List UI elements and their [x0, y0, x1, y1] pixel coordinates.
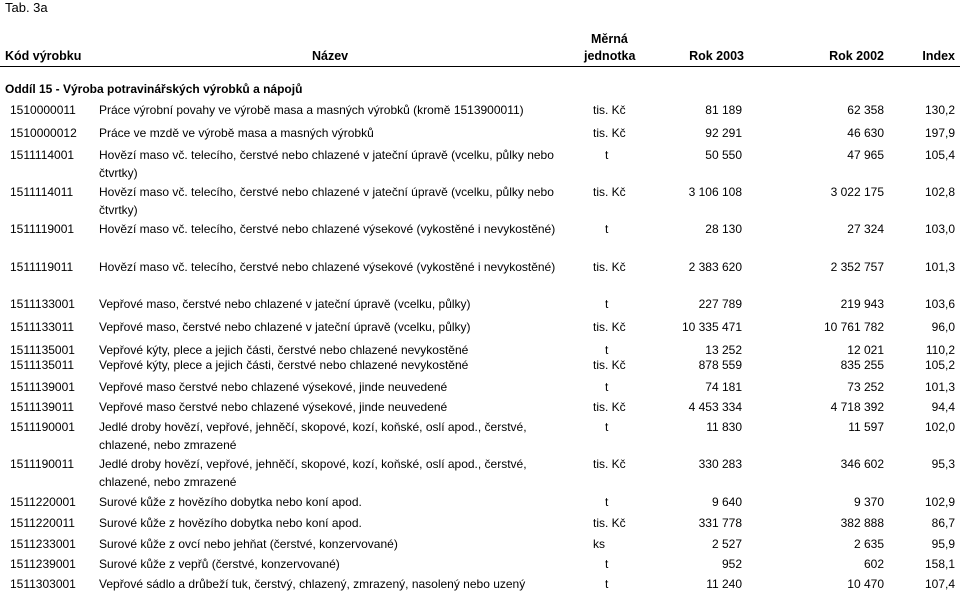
row-year-2003: 50 550	[705, 148, 742, 162]
row-index: 197,9	[924, 126, 955, 140]
row-year-2002: 9 370	[853, 495, 884, 509]
row-unit: tis. Kč	[593, 358, 626, 372]
table-title: Tab. 3a	[5, 0, 48, 15]
row-year-2002: 4 718 392	[830, 400, 884, 414]
row-unit: t	[605, 343, 609, 357]
row-name: Práce výrobní povahy ve výrobě masa a masných výrobků (kromě 1513900011)	[99, 103, 524, 117]
row-year-2002: 219 943	[840, 297, 884, 311]
row-code: 1511190011	[10, 457, 75, 471]
row-year-2003: 4 453 334	[688, 400, 742, 414]
row-year-2002: 382 888	[840, 516, 884, 530]
row-year-2002: 2 352 757	[830, 260, 884, 274]
row-code: 1511119001	[10, 222, 75, 236]
section-title: Oddíl 15 - Výroba potravinářských výrobků a nápojů	[5, 82, 303, 96]
row-name: Práce ve mzdě ve výrobě masa a masných výrobků	[99, 126, 374, 140]
row-year-2002: 10 470	[847, 577, 884, 591]
row-index: 95,9	[931, 537, 955, 551]
row-index: 86,7	[931, 516, 955, 530]
row-code: 1511133001	[10, 297, 75, 311]
row-year-2003: 10 335 471	[681, 320, 742, 334]
row-unit: t	[605, 577, 609, 591]
row-code: 1511233001	[10, 537, 76, 551]
row-unit: tis. Kč	[593, 320, 626, 334]
row-name: Surové kůže z ovcí nebo jehňat (čerstvé, konzervované)	[99, 537, 398, 551]
row-year-2003: 11 830	[706, 420, 742, 434]
row-name: Jedlé droby hovězí, vepřové, jehněčí, skopové, kozí, koňské, oslí apod., čerstvé, chlazené, nebo zmrazené	[99, 457, 527, 489]
row-code: 1511119011	[10, 260, 74, 274]
row-name: Surové kůže z hovězího dobytka nebo koní apod.	[99, 516, 362, 530]
row-name: Vepřové maso, čerstvé nebo chlazené v jateční úpravě (vcelku, půlky)	[99, 320, 471, 334]
row-year-2003: 9 640	[711, 495, 742, 509]
row-index: 103,6	[924, 297, 955, 311]
row-index: 102,9	[924, 495, 955, 509]
row-year-2002: 11 597	[848, 420, 884, 434]
row-year-2002: 10 761 782	[823, 320, 884, 334]
row-code: 1511303001	[10, 577, 76, 591]
row-year-2002: 3 022 175	[830, 185, 884, 199]
header-name: Název	[312, 49, 349, 63]
row-year-2002: 346 602	[840, 457, 884, 471]
row-code: 1511239001	[10, 557, 76, 571]
row-year-2003: 3 106 108	[688, 185, 742, 199]
row-index: 101,3	[924, 380, 955, 394]
header-year-2003: Rok 2003	[689, 49, 744, 63]
row-code: 1511139001	[10, 380, 75, 394]
row-unit: tis. Kč	[593, 185, 626, 199]
row-unit: tis. Kč	[593, 103, 626, 117]
row-year-2003: 92 291	[705, 126, 742, 140]
row-code: 1511220011	[10, 516, 75, 530]
row-code: 1511114011	[10, 185, 74, 199]
row-name: Hovězí maso vč. telecího, čerstvé nebo chlazené v jateční úpravě (vcelku, půlky nebo čtvrtky)	[99, 185, 554, 217]
row-name: Hovězí maso vč. telecího, čerstvé nebo chlazené v jateční úpravě (vcelku, půlky nebo čtvrtky)	[99, 148, 554, 180]
row-unit: tis. Kč	[593, 126, 626, 140]
row-year-2003: 11 240	[706, 577, 742, 591]
row-unit: t	[605, 420, 609, 434]
row-name: Hovězí maso vč. telecího, čerstvé nebo chlazené výsekové (vykostěné i nevykostěné)	[99, 260, 556, 274]
row-year-2003: 2 383 620	[688, 260, 742, 274]
row-name: Surové kůže z vepřů (čerstvé, konzervované)	[99, 557, 340, 571]
row-year-2003: 28 130	[705, 222, 742, 236]
row-code: 1511135001	[10, 343, 75, 357]
row-year-2002: 602	[863, 557, 884, 571]
row-name: Vepřové maso čerstvé nebo chlazené výsekové, jinde neuvedené	[99, 380, 448, 394]
row-year-2003: 952	[721, 557, 742, 571]
row-unit: tis. Kč	[593, 400, 626, 414]
row-unit: t	[605, 297, 609, 311]
row-code: 1511139011	[10, 400, 75, 414]
row-year-2003: 330 283	[698, 457, 742, 471]
header-index: Index	[922, 49, 955, 63]
row-unit: t	[605, 495, 609, 509]
row-unit: tis. Kč	[593, 260, 626, 274]
row-code: 1511114001	[10, 148, 75, 162]
row-index: 158,1	[924, 557, 955, 571]
row-index: 101,3	[924, 260, 955, 274]
row-code: 1510000012	[10, 126, 77, 140]
row-year-2002: 27 324	[847, 222, 884, 236]
header-unit-line1: Měrná	[591, 32, 628, 46]
row-unit: ks	[593, 537, 605, 551]
row-name: Vepřové kýty, plece a jejich části, čerstvé nebo chlazené nevykostěné	[99, 343, 469, 357]
row-year-2003: 74 181	[705, 380, 742, 394]
row-code: 1510000011	[10, 103, 76, 117]
row-name: Vepřové kýty, plece a jejich části, čerstvé nebo chlazené nevykostěné	[99, 358, 469, 372]
row-year-2003: 878 559	[698, 358, 742, 372]
row-index: 102,8	[924, 185, 955, 199]
row-index: 96,0	[931, 320, 955, 334]
header-year-2002: Rok 2002	[829, 49, 884, 63]
row-year-2002: 46 630	[847, 126, 884, 140]
row-code: 1511220001	[10, 495, 76, 509]
row-year-2002: 62 358	[847, 103, 884, 117]
row-index: 130,2	[924, 103, 955, 117]
row-unit: t	[605, 557, 609, 571]
row-index: 110,2	[925, 343, 955, 357]
row-name: Vepřové maso čerstvé nebo chlazené výsekové, jinde neuvedené	[99, 400, 448, 414]
row-name: Jedlé droby hovězí, vepřové, jehněčí, skopové, kozí, koňské, oslí apod., čerstvé, chlazené, nebo zmrazené	[99, 420, 527, 452]
row-year-2002: 2 635	[853, 537, 884, 551]
row-unit: t	[605, 148, 609, 162]
row-year-2003: 227 789	[698, 297, 742, 311]
header-code: Kód výrobku	[5, 49, 82, 63]
row-name: Surové kůže z hovězího dobytka nebo koní apod.	[99, 495, 362, 509]
row-index: 95,3	[931, 457, 955, 471]
row-index: 107,4	[924, 577, 955, 591]
row-unit: tis. Kč	[593, 457, 626, 471]
header-unit-line2: jednotka	[584, 49, 636, 63]
row-year-2003: 13 252	[705, 343, 742, 357]
row-year-2002: 835 255	[840, 358, 884, 372]
row-index: 103,0	[924, 222, 955, 236]
row-year-2002: 47 965	[847, 148, 884, 162]
row-year-2003: 81 189	[705, 103, 742, 117]
row-name: Vepřové maso, čerstvé nebo chlazené v jateční úpravě (vcelku, půlky)	[99, 297, 471, 311]
row-year-2003: 2 527	[711, 537, 742, 551]
row-code: 1511135011	[10, 358, 75, 372]
row-index: 105,4	[924, 148, 955, 162]
row-unit: t	[605, 222, 609, 236]
row-year-2002: 12 021	[847, 343, 884, 357]
row-name: Hovězí maso vč. telecího, čerstvé nebo chlazené výsekové (vykostěné i nevykostěné)	[99, 222, 556, 236]
row-year-2002: 73 252	[847, 380, 884, 394]
row-unit: t	[605, 380, 609, 394]
row-index: 94,4	[931, 400, 955, 414]
row-name: Vepřové sádlo a drůbeží tuk, čerstvý, chlazený, zmrazený, nasolený nebo uzený	[99, 577, 526, 591]
row-code: 1511133011	[10, 320, 75, 334]
row-code: 1511190001	[10, 420, 75, 434]
row-unit: tis. Kč	[593, 516, 626, 530]
row-index: 102,0	[924, 420, 955, 434]
row-year-2003: 331 778	[698, 516, 742, 530]
row-index: 105,2	[924, 358, 955, 372]
